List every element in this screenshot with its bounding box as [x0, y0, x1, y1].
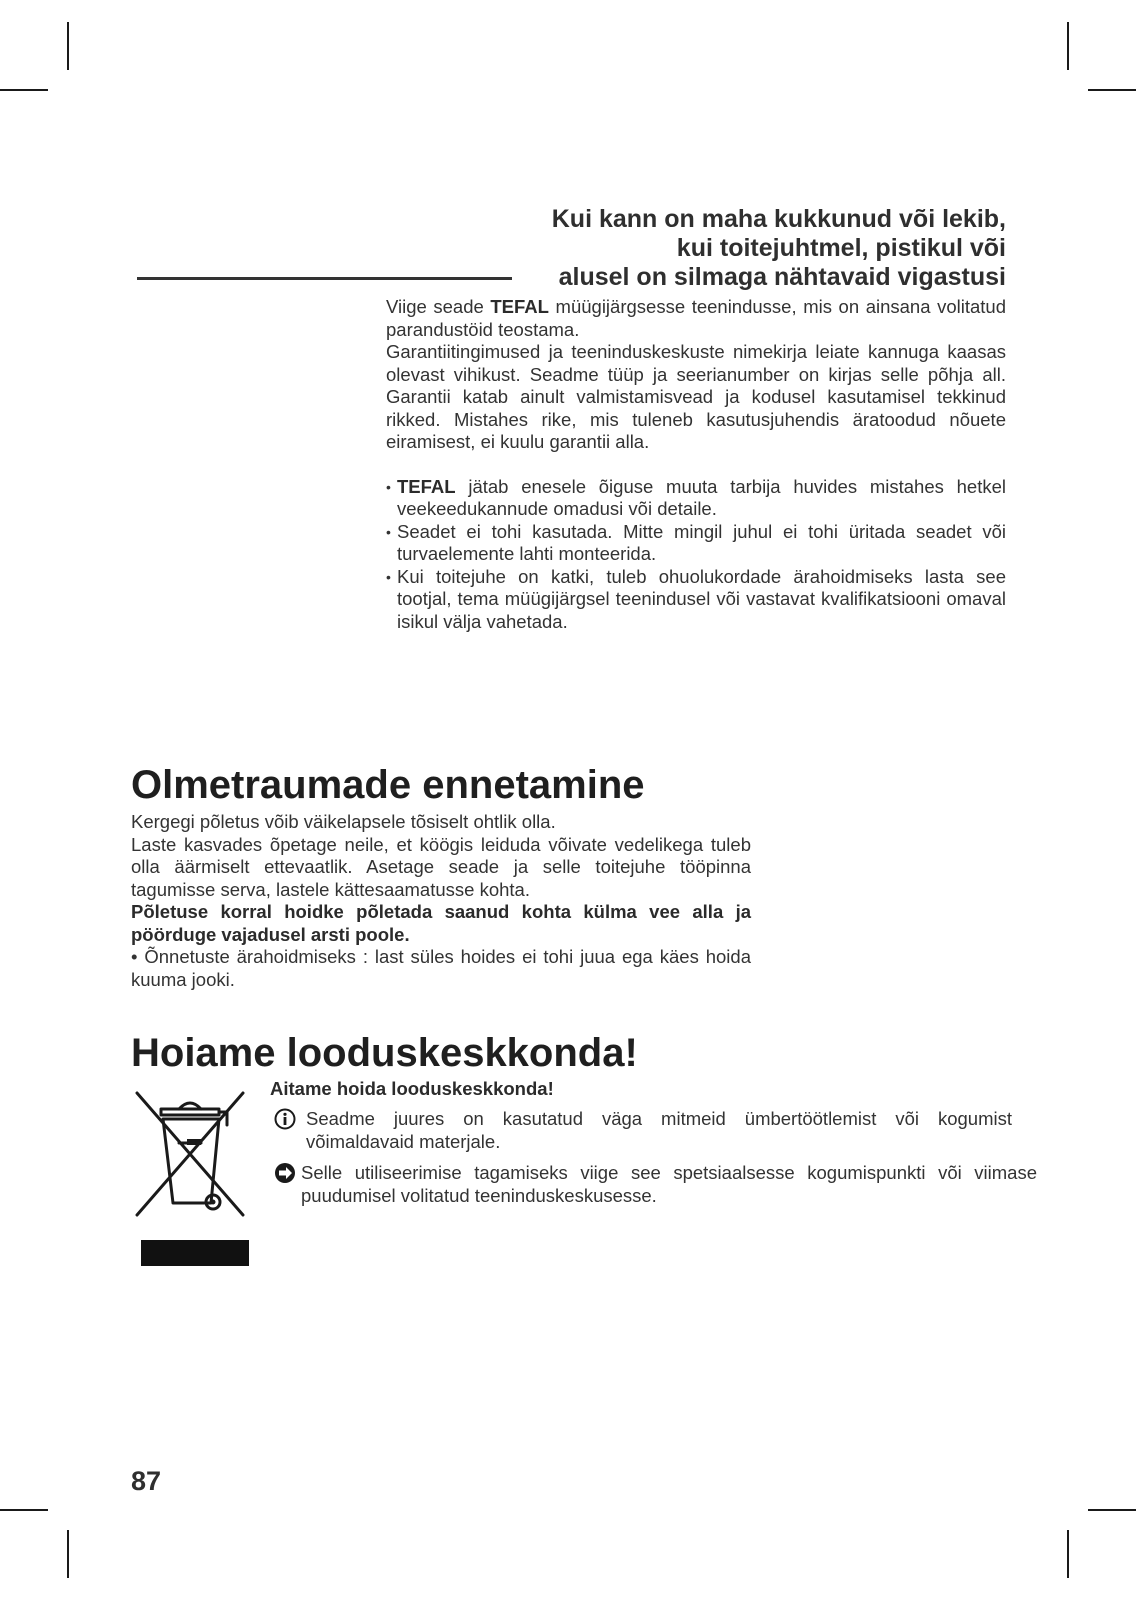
burns-body	[131, 811, 751, 991]
warning-heading	[490, 205, 1006, 292]
burns-paragraph: Laste kasvades õpetage neile, et köögis leiduda võivate vedelikega tuleb olla äärmiselt ettevaatlik. Asetage seade ja selle toitejuhe tööpinna tagumisse serva, lastele kättesaamatusse kohta.	[131, 833, 751, 900]
text-span: jätab enesele õiguse muuta tarbija huvides mistahes hetkel veekeedukannude omadusi või detaile.	[397, 475, 1006, 519]
info-circle-icon	[274, 1108, 296, 1130]
crop-mark-bottom-left-vertical	[67, 1530, 69, 1578]
text-span: müügijärgsesse teenindusse, mis on ainsana volitatud parandustöid teostama.	[386, 296, 1006, 340]
crop-mark-top-right-vertical	[1067, 22, 1069, 70]
eco-section-title: Hoiame looduskeskkonda!	[131, 1031, 638, 1075]
crop-mark-bottom-right-vertical	[1067, 1530, 1069, 1578]
warning-heading-line: alusel on silmaga nähtavaid vigastusi	[558, 263, 1006, 291]
brand-name: TEFAL	[490, 296, 549, 317]
crop-mark-top-left-horizontal	[0, 89, 48, 91]
warning-bullet-list	[386, 476, 1006, 634]
heading-rule	[137, 277, 512, 280]
burns-section-title: Olmetraumade ennetamine	[131, 763, 645, 807]
burns-emphasis-paragraph: Põletuse korral hoidke põletada saanud kohta külma vee alla ja pöörduge vajadusel arsti poole.	[131, 901, 751, 945]
burns-paragraph: • Õnnetuste ärahoidmiseks : last süles hoides ei tohi juua ega käes hoida kuuma jooki.	[131, 946, 751, 990]
warning-heading-line: kui toitejuhtmel, pistikul või	[676, 234, 1006, 262]
page-number: 87	[131, 1466, 162, 1496]
burns-paragraph: Kergegi põletus võib väikelapsele tõsiselt ohtlik olla.	[131, 811, 556, 832]
eco-item-recyclable-materials: Seadme juures on kasutatud väga mitmeid ümbertöötlemist või kogumist võimaldavaid materjale.	[306, 1108, 1012, 1152]
eco-subtitle: Aitame hoida looduskeskkonda!	[270, 1078, 554, 1099]
warning-paragraph-2: Garantiitingimused ja teeninduskeskuste nimekirja leiate kannuga kaasas olevast vihikust. Seadme tüüp ja seerianumber on kirjas selle põhja all. Garantii katab ainult valmistamisvead ja kodusel kasutamisel tekkinud rikked. Mistahes rike, mis tuleneb kasutusjuhendis äratoodud nõuete eiramisest, ei kuulu garantii alla.	[386, 341, 1006, 452]
crossed-out-wheelie-bin-icon	[131, 1085, 251, 1225]
crop-mark-top-left-vertical	[67, 22, 69, 70]
list-item	[386, 476, 1006, 521]
list-item: • Kui toitejuhe on katki, tuleb ohuolukordade ärahoidmiseks lasta see tootjal, tema müügijärgsel teenindusel või vastavat kvalifikatsiooni omaval isikul välja vahetada.	[386, 566, 1006, 634]
arrow-circle-icon	[274, 1162, 296, 1184]
crop-mark-bottom-right-horizontal	[1088, 1509, 1136, 1511]
crop-mark-top-right-horizontal	[1088, 89, 1136, 91]
warning-paragraph-1	[386, 296, 1006, 341]
brand-name: TEFAL	[397, 475, 456, 497]
weee-black-bar	[141, 1240, 249, 1266]
warning-heading-line: Kui kann on maha kukkunud või lekib,	[551, 205, 1006, 233]
list-item: • Seadet ei tohi kasutada. Mitte mingil juhul ei tohi üritada seadet või turvaelemente lahti monteerida.	[386, 521, 1006, 566]
crop-mark-bottom-left-horizontal	[0, 1509, 48, 1511]
warning-body	[386, 296, 1006, 633]
text-span: Viige seade	[386, 296, 491, 317]
eco-item-disposal-instructions: Selle utiliseerimise tagamiseks viige see spetsiaalsesse kogumispunkti või viimase puudumisel volitatud teeninduskeskusesse.	[301, 1162, 1037, 1206]
